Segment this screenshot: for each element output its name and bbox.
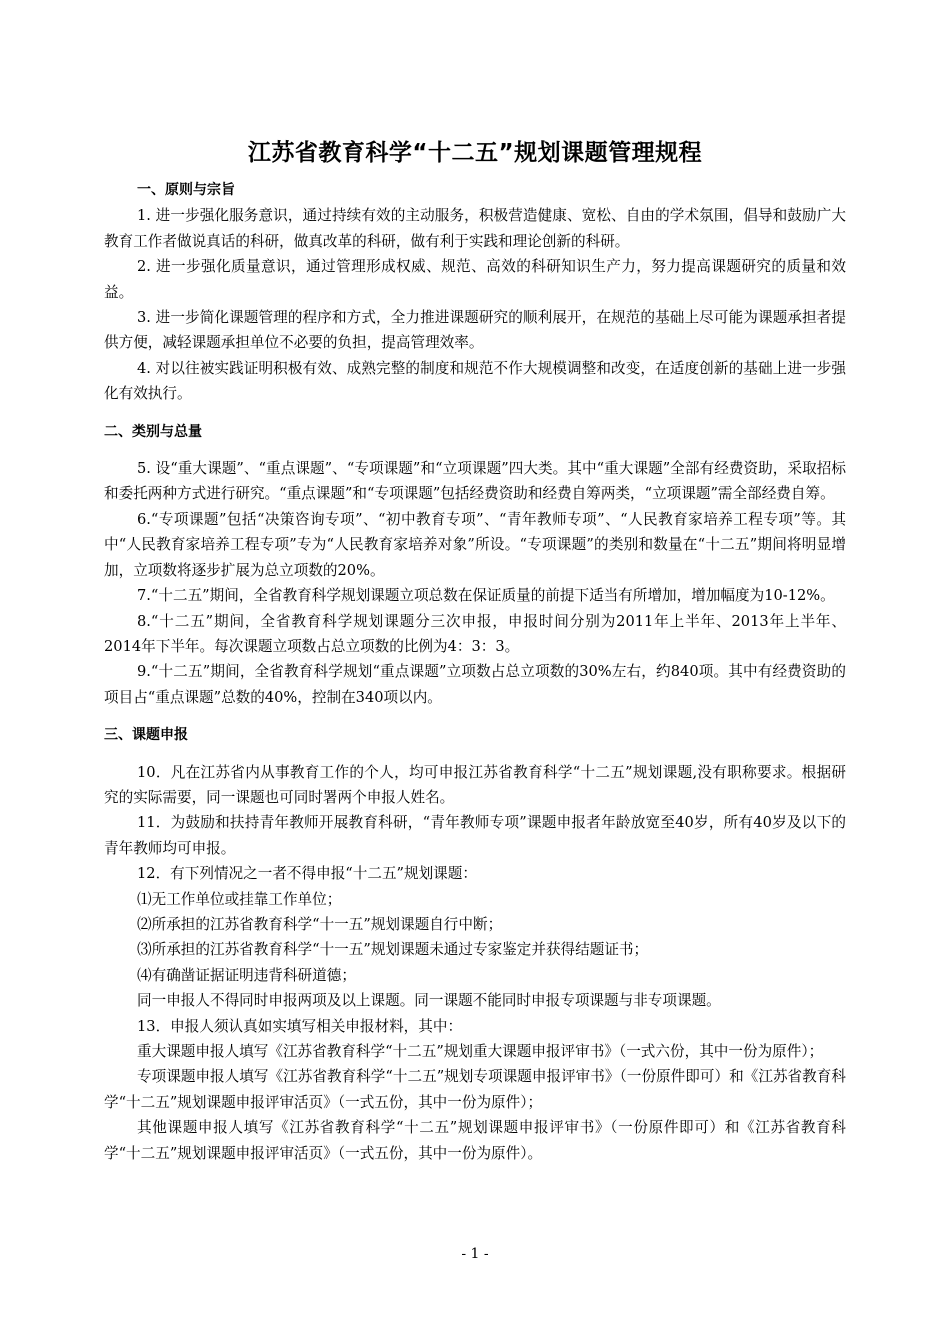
- page-number: - 1 -: [461, 1246, 489, 1262]
- paragraph: 专项课题申报人填写《江苏省教育科学“十二五”规划专项课题申报评审书》（一份原件即可）和《江苏省教育科学“十二五”规划课题申报评审活页》（一式五份，其中一份为原件）；: [104, 1068, 846, 1111]
- document-title: 江苏省教育科学“十二五”规划课题管理规程: [247, 140, 703, 166]
- paragraph: 1. 进一步强化服务意识，通过持续有效的主动服务，积极营造健康、宽松、自由的学术氛围，倡导和鼓励广大教育工作者做说真话的科研，做真改革的科研，做有利于实践和理论创新的科研。: [104, 207, 846, 250]
- paragraph: 10．凡在江苏省内从事教育工作的个人，均可申报江苏省教育科学“十二五”规划课题,没有职称要求。根据研究的实际需要，同一课题也可同时署两个申报人姓名。: [104, 763, 846, 806]
- paragraph: 2. 进一步强化质量意识，通过管理形成权威、规范、高效的科研知识生产力，努力提高课题研究的质量和效益。: [104, 258, 846, 301]
- list-item: ⑶所承担的江苏省教育科学“十一五”规划课题未通过专家鉴定并获得结题证书；: [137, 941, 649, 959]
- list-item: 同一申报人不得同时申报两项及以上课题。同一课题不能同时申报专项课题与非专项课题。: [137, 992, 721, 1010]
- section-heading: 三、课题申报: [104, 727, 188, 744]
- paragraph: 4. 对以往被实践证明积极有效、成熟完整的制度和规范不作大规模调整和改变，在适度创新的基础上进一步强化有效执行。: [104, 359, 846, 403]
- document-body: [104, 178, 846, 1166]
- paragraph: 13．申报人须认真如实填写相关申报材料，其中：: [137, 1017, 463, 1035]
- list-item: ⑴无工作单位或挂靠工作单位；: [137, 890, 342, 908]
- list-item: ⑵所承担的江苏省教育科学“十一五”规划课题自行中断；: [137, 915, 503, 933]
- paragraph: 7.“十二五”期间，全省教育科学规划课题立项总数在保证质量的前提下适当有所增加，增加幅度为10-12%。: [137, 587, 835, 605]
- list-item: ⑷有确凿证据证明违背科研道德；: [137, 966, 356, 984]
- paragraph: 12．有下列情况之一者不得申报“十二五”规划课题：: [137, 865, 477, 883]
- paragraph: 6.“专项课题”包括“决策咨询专项”、“初中教育专项”、“青年教师专项”、“人民教育家培养工程专项”等。其中“人民教育家培养工程专项”专为“人民教育家培养对象”所设。“专项课题”的类别和数量在“十二五”期间将明显增加，立项数将逐步扩展为总立项数的20%。: [104, 510, 846, 579]
- paragraph: 5. 设“重大课题”、“重点课题”、“专项课题”和“立项课题”四大类。其中“重大课题”全部有经费资助，采取招标和委托两种方式进行研究。“重点课题”和“专项课题”包括经费资助和经费自筹两类，“立项课题”需全部经费自筹。: [104, 460, 846, 503]
- paragraph: 其他课题申报人填写《江苏省教育科学“十二五”规划课题申报评审书》（一份原件即可）和《江苏省教育科学“十二五”规划课题申报评审活页》（一式五份，其中一份为原件）。: [104, 1119, 846, 1162]
- section-heading: 二、类别与总量: [104, 423, 202, 440]
- section-heading: 一、原则与宗旨: [137, 182, 235, 198]
- paragraph: 3. 进一步简化课题管理的程序和方式，全力推进课题研究的顺利展开，在规范的基础上尽可能为课题承担者提供方便，减轻课题承担单位不必要的负担，提高管理效率。: [104, 309, 846, 352]
- paragraph: 9.“十二五”期间，全省教育科学规划“重点课题”立项数占总立项数的30%左右，约840项。其中有经费资助的项目占“重点课题”总数的40%，控制在340项以内。: [104, 663, 846, 706]
- paragraph: 重大课题申报人填写《江苏省教育科学“十二五”规划重大课题申报评审书》（一式六份，其中一份为原件）；: [137, 1043, 824, 1060]
- paragraph: 8.“十二五”期间，全省教育科学规划课题分三次申报，申报时间分别为2011年上半年、2013年上半年、2014年下半年。每次课题立项数占总立项数的比例为4：3：3。: [104, 612, 846, 655]
- paragraph: 11．为鼓励和扶持青年教师开展教育科研，“青年教师专项”课题申报者年龄放宽至40岁，所有40岁及以下的青年教师均可申报。: [104, 814, 846, 857]
